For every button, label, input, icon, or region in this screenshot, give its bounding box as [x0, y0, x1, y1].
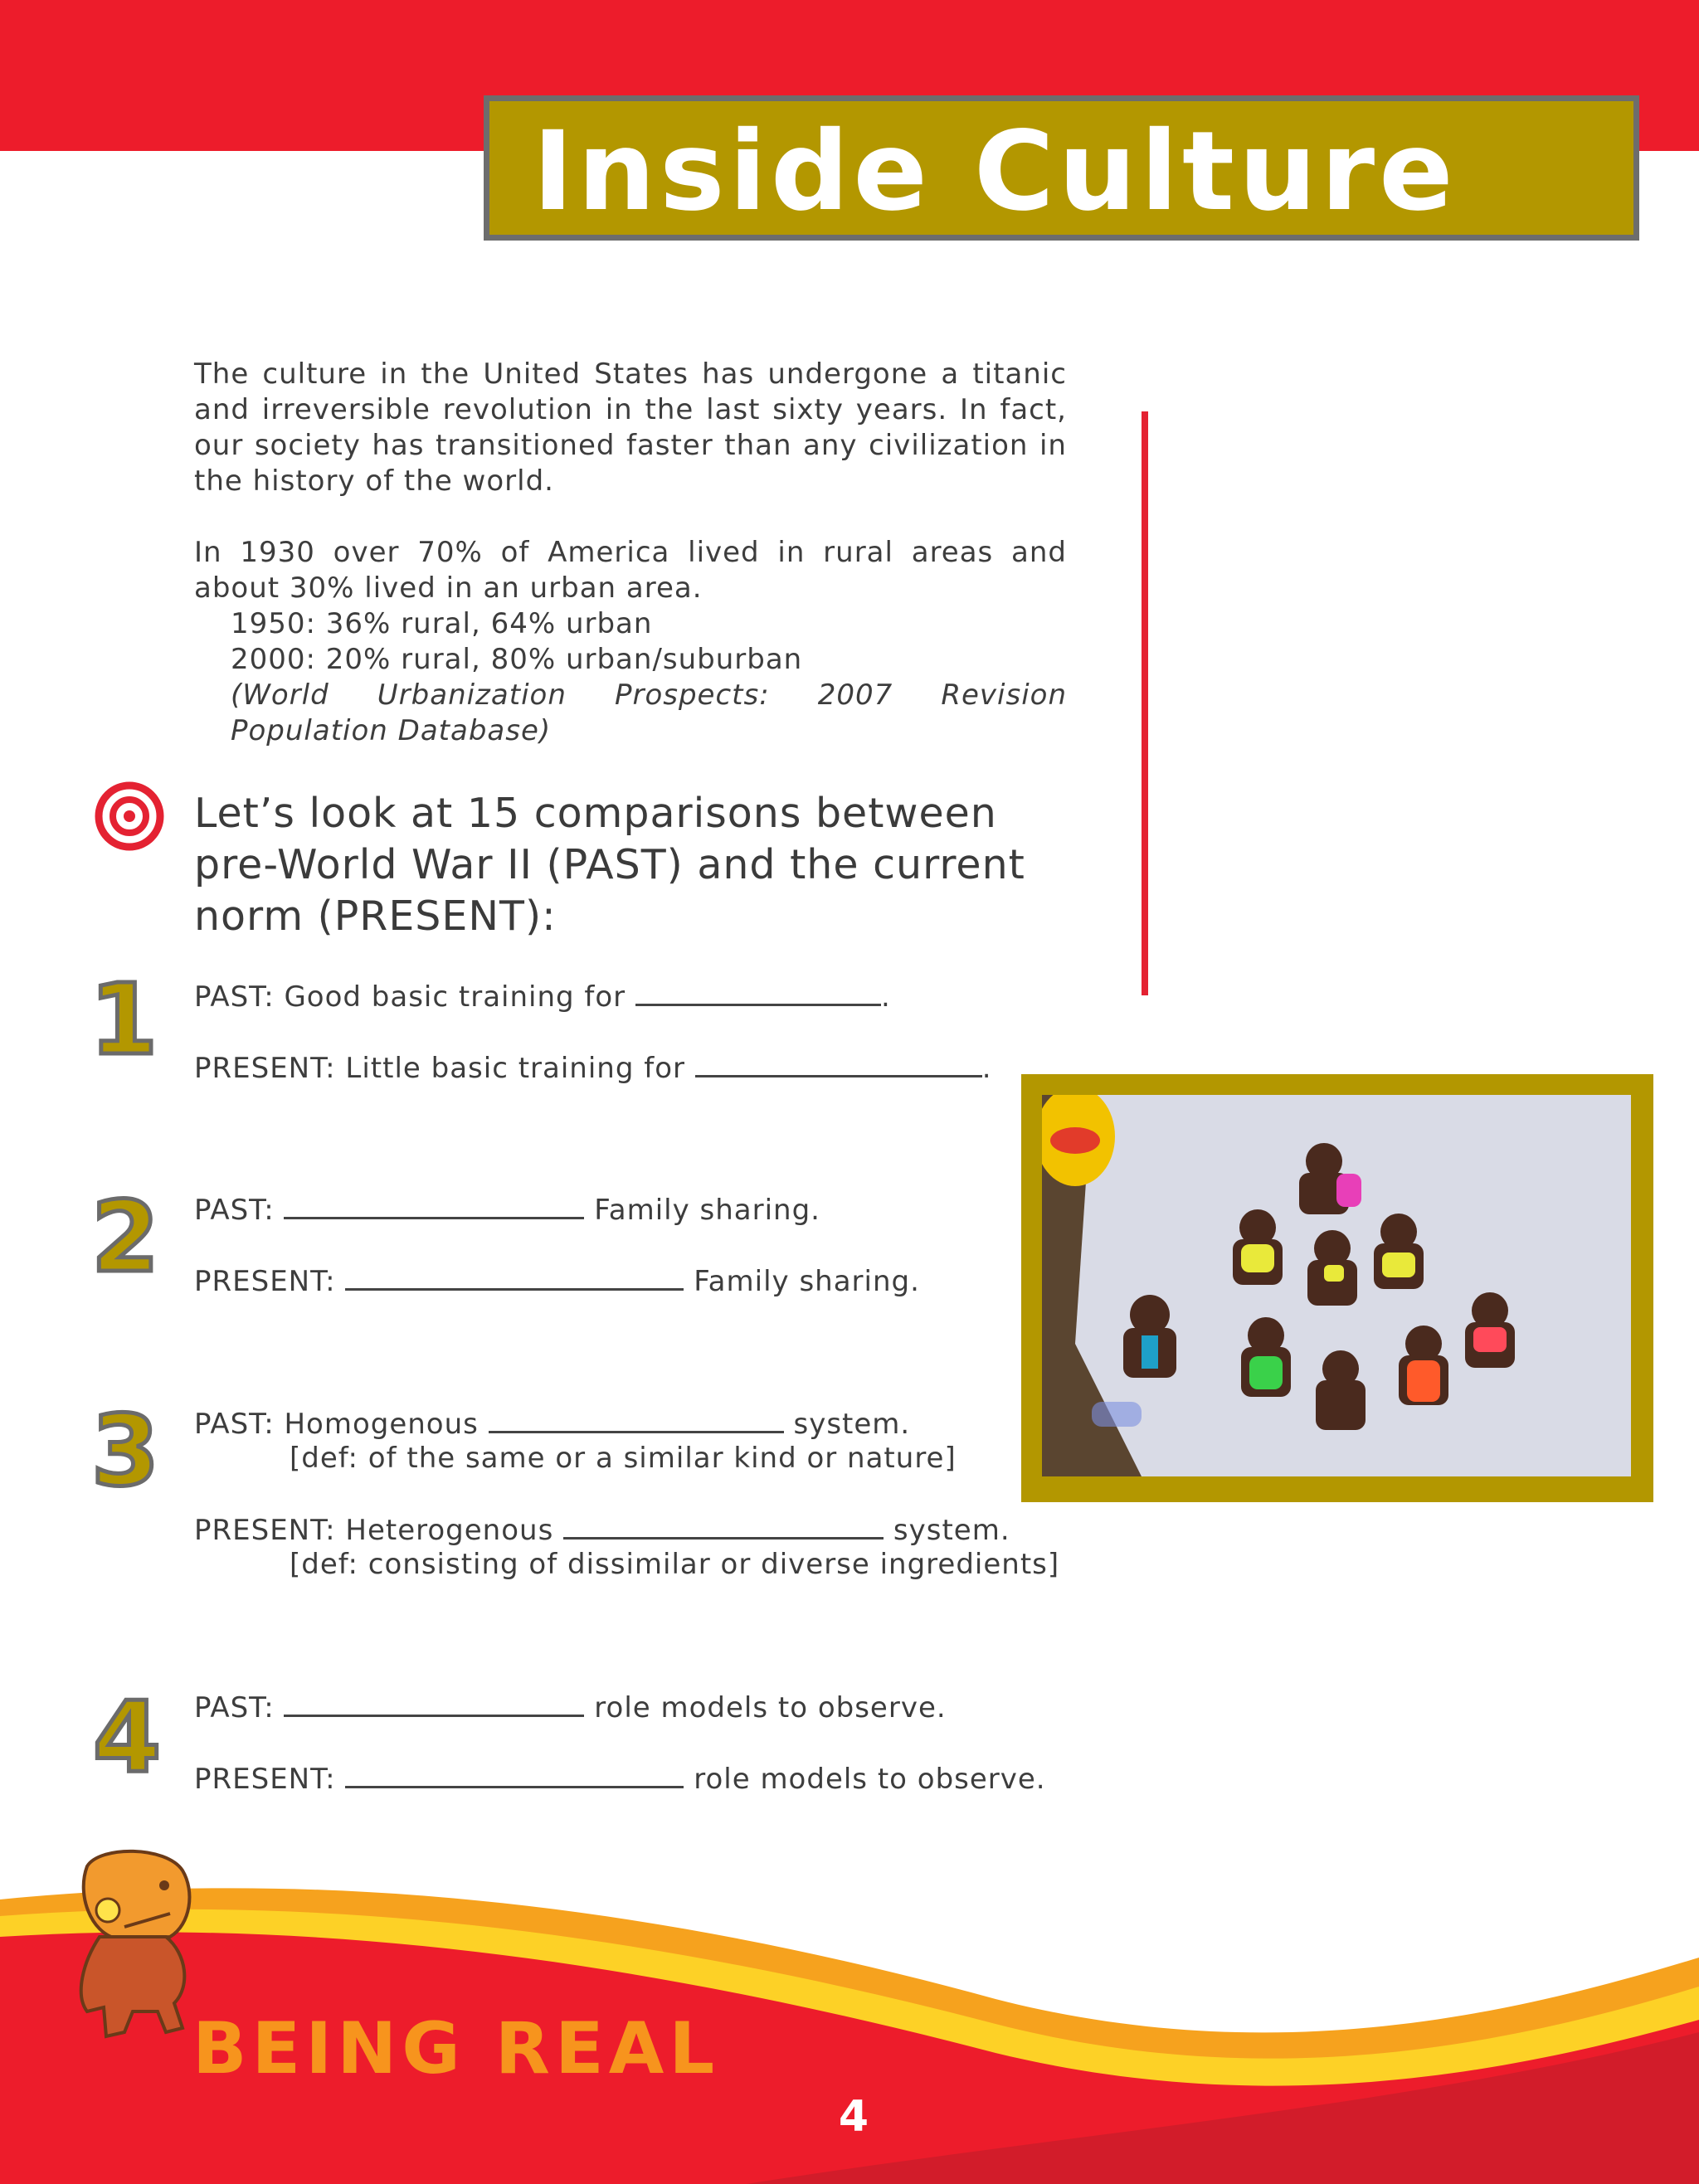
- page-title: Inside Culture: [533, 108, 1458, 236]
- fill-in-blank: [635, 979, 881, 1006]
- vertical-divider: [1142, 411, 1148, 995]
- clay-figures-illustration: [1042, 1095, 1631, 1476]
- clay-figures-photo: [1042, 1095, 1631, 1476]
- source-citation: (World Urbanization Prospects: 2007 Revision Population Database): [231, 679, 1067, 747]
- fill-in-blank: [345, 1761, 684, 1788]
- comparison-3-past: PAST: Homogenous system.: [194, 1408, 911, 1441]
- comparison-3-present-definition: [def: consisting of dissimilar or diverse ingredients]: [290, 1548, 1060, 1581]
- photo-frame: [1021, 1074, 1653, 1502]
- title-banner: [484, 95, 1639, 241]
- fill-in-blank: [695, 1050, 982, 1077]
- fill-in-blank: [284, 1192, 584, 1219]
- intro-paragraph-2: In 1930 over 70% of America lived in rural areas and about 30% lived in an urban area.: [194, 536, 1067, 605]
- intro-paragraph-1: The culture in the United States has undergone a titanic and irreversible revolution in the last sixty years. In fact, our society has transitioned faster than any civilization in the history of the world.: [194, 358, 1067, 498]
- comparison-number-2: 2: [91, 1180, 160, 1294]
- page-number: 4: [838, 2092, 869, 2142]
- intro-section: [194, 357, 1067, 749]
- comparison-4-present: PRESENT: role models to observe.: [194, 1763, 1046, 1796]
- target-icon: [95, 781, 164, 851]
- comparison-2-past: PAST: Family sharing.: [194, 1194, 820, 1227]
- comparisons-callout: Let’s look at 15 comparisons between pre-World War II (PAST) and the current norm (PRESENT):: [194, 790, 1025, 940]
- comparison-3-past-definition: [def: of the same or a similar kind or nature]: [290, 1442, 957, 1475]
- fill-in-blank: [563, 1512, 884, 1540]
- comparison-1-present: PRESENT: Little basic training for .: [194, 1052, 992, 1085]
- fill-in-blank: [489, 1406, 784, 1433]
- stat-1950: 1950: 36% rural, 64% urban: [231, 607, 653, 640]
- comparison-1-past: PAST: Good basic training for .: [194, 980, 891, 1014]
- comparison-number-4: 4: [93, 1680, 162, 1794]
- comparison-3-present: PRESENT: Heterogenous system.: [194, 1514, 1010, 1547]
- fill-in-blank: [284, 1690, 584, 1717]
- brand-name: BEING REAL: [192, 2007, 720, 2090]
- stat-2000: 2000: 20% rural, 80% urban/suburban: [231, 643, 803, 676]
- fill-in-blank: [345, 1263, 684, 1291]
- comparison-number-3: 3: [91, 1394, 160, 1508]
- comparison-number-1: 1: [90, 962, 158, 1077]
- mascot-character-icon: [66, 1846, 207, 2045]
- comparison-4-past: PAST: role models to observe.: [194, 1691, 947, 1724]
- comparison-2-present: PRESENT: Family sharing.: [194, 1265, 920, 1298]
